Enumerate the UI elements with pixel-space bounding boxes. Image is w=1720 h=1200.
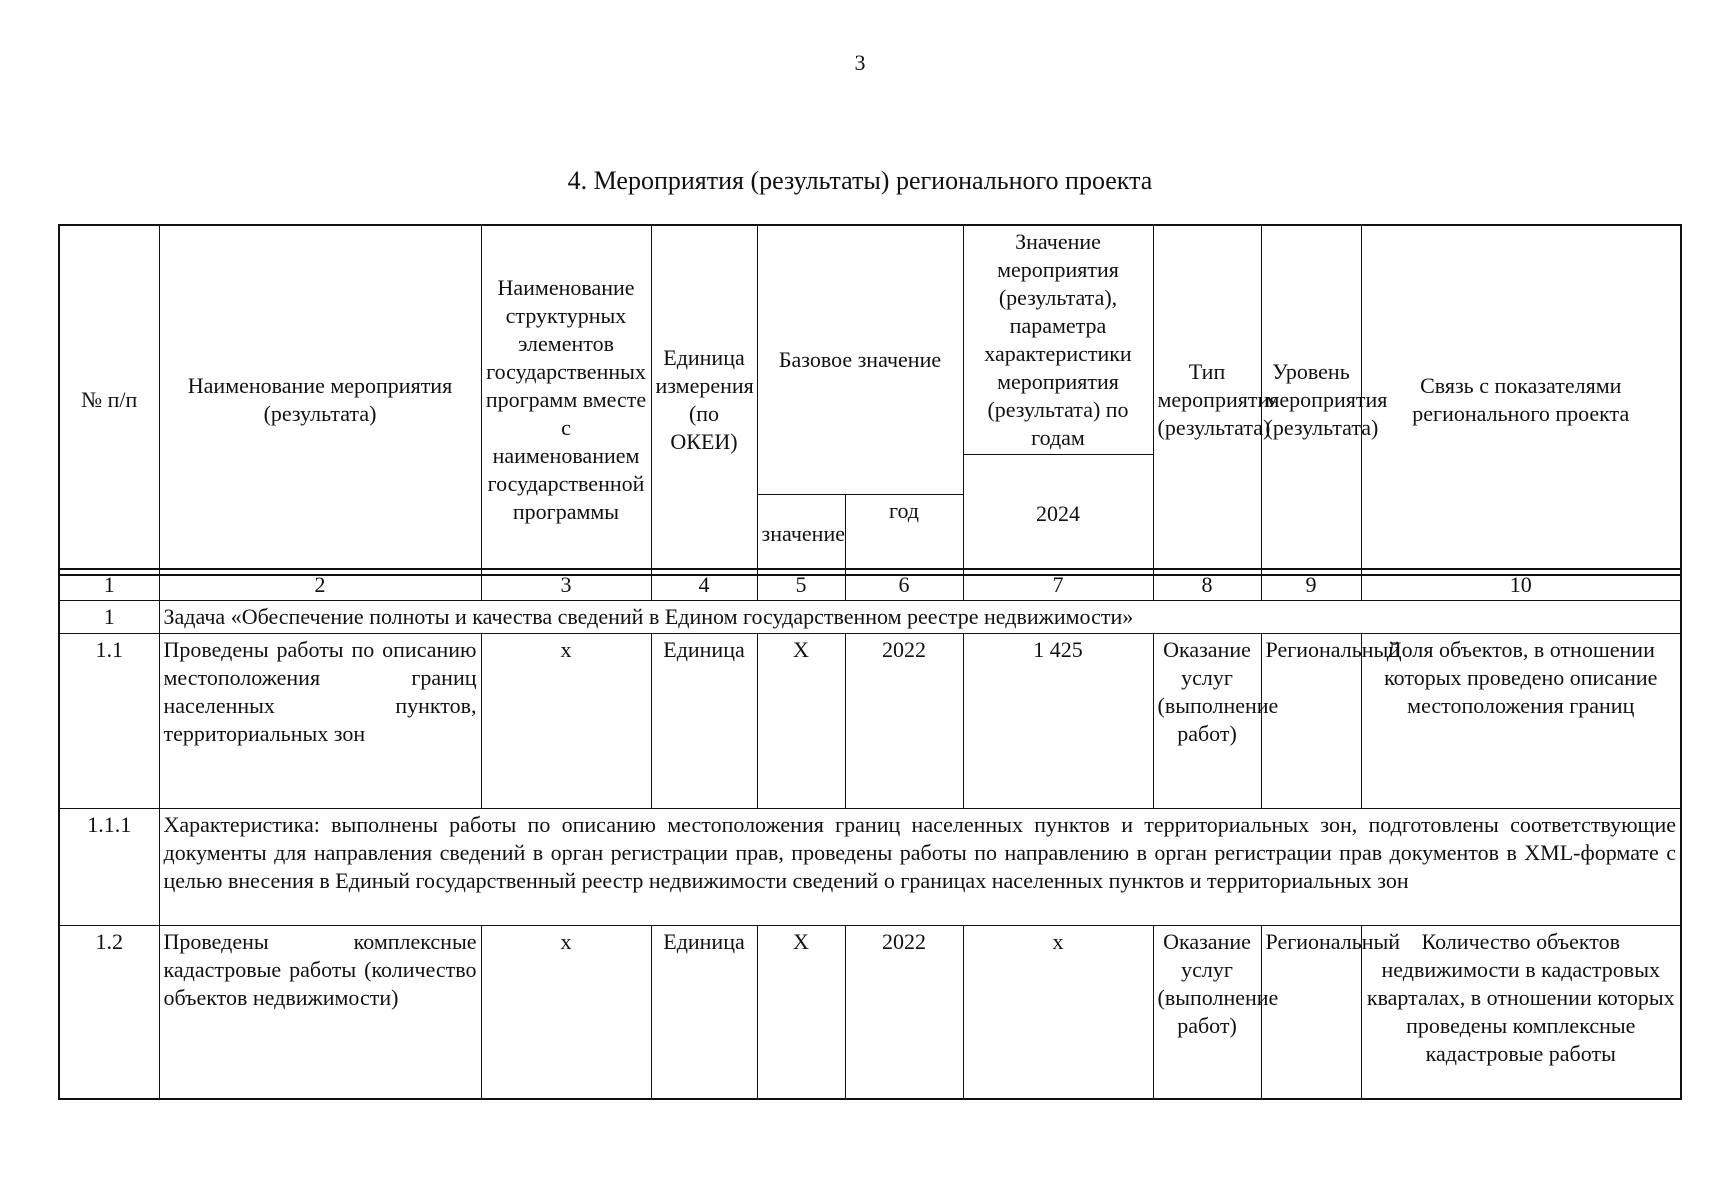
row-name: Проведены работы по описанию местоположения границ населенных пунктов, территориальных зон bbox=[159, 634, 481, 809]
row-value-2024: x bbox=[963, 926, 1153, 1100]
row-num: 1.2 bbox=[59, 926, 159, 1100]
row-structural: x bbox=[481, 634, 651, 809]
row-link: Доля объектов, в отношении которых проведено описание местоположения границ bbox=[1361, 634, 1681, 809]
row-link: Количество объектов недвижимости в кадастровых кварталах, в отношении которых проведены комплексные кадастровые работы bbox=[1361, 926, 1681, 1100]
body-table bbox=[58, 568, 1682, 1100]
column-number: 9 bbox=[1261, 569, 1361, 601]
task-row bbox=[59, 601, 1681, 634]
task-num: 1 bbox=[59, 601, 159, 634]
header-base-value: значение bbox=[757, 495, 845, 575]
row-level: Региональный bbox=[1261, 634, 1361, 809]
characteristic-row bbox=[59, 809, 1681, 926]
header-value-year: 2024 bbox=[963, 455, 1153, 575]
column-number: 1 bbox=[59, 569, 159, 601]
row-base-year: 2022 bbox=[845, 926, 963, 1100]
header-num: № п/п bbox=[59, 225, 159, 575]
header-link: Связь с показателями регионального проекта bbox=[1361, 225, 1681, 575]
header-unit: Единица измерения (по ОКЕИ) bbox=[651, 225, 757, 575]
row-unit: Единица bbox=[651, 634, 757, 809]
section-title: 4. Мероприятия (результаты) регионального проекта bbox=[567, 166, 1153, 195]
header-level: Уровень мероприятия (результата) bbox=[1261, 225, 1361, 575]
column-number: 3 bbox=[481, 569, 651, 601]
task-text: Задача «Обеспечение полноты и качества сведений в Едином государственном реестре недвижимости» bbox=[159, 601, 1681, 634]
row-unit: Единица bbox=[651, 926, 757, 1100]
table-row bbox=[59, 926, 1681, 1100]
row-base-value: X bbox=[757, 634, 845, 809]
row-type: Оказание услуг (выполнение работ) bbox=[1153, 634, 1261, 809]
page-number: 3 bbox=[854, 50, 866, 75]
row-level: Региональный bbox=[1261, 926, 1361, 1100]
column-number-row bbox=[59, 569, 1681, 601]
header-base: Базовое значение bbox=[757, 225, 963, 495]
column-number: 7 bbox=[963, 569, 1153, 601]
header-structural: Наименование структурных элементов государственных программ вместе с наименованием государственной программы bbox=[481, 225, 651, 575]
header-name: Наименование мероприятия (результата) bbox=[159, 225, 481, 575]
row-type: Оказание услуг (выполнение работ) bbox=[1153, 926, 1261, 1100]
column-number: 6 bbox=[845, 569, 963, 601]
row-structural: x bbox=[481, 926, 651, 1100]
header-table bbox=[58, 224, 1682, 576]
characteristic-text: Характеристика: выполнены работы по описанию местоположения границ населенных пунктов и территориальных зон, подготовлены соответствующие документы для направления сведений в орган регистрации прав, проведены работы по направлению в орган регистрации прав документов в XML-формате с целью внесения в Единый государственный реестр недвижимости сведений о границах населенных пунктов и территориальных зон bbox=[159, 809, 1681, 926]
column-number: 5 bbox=[757, 569, 845, 601]
row-base-year: 2022 bbox=[845, 634, 963, 809]
column-number: 10 bbox=[1361, 569, 1681, 601]
row-name: Проведены комплексные кадастровые работы (количество объектов недвижимости) bbox=[159, 926, 481, 1100]
header-base-year: год bbox=[845, 495, 963, 575]
row-base-value: X bbox=[757, 926, 845, 1100]
header-type: Тип мероприятия (результата) bbox=[1153, 225, 1261, 575]
column-number: 2 bbox=[159, 569, 481, 601]
row-value-2024: 1 425 bbox=[963, 634, 1153, 809]
column-number: 4 bbox=[651, 569, 757, 601]
row-num: 1.1 bbox=[59, 634, 159, 809]
characteristic-num: 1.1.1 bbox=[59, 809, 159, 926]
table-row bbox=[59, 634, 1681, 809]
header-value: Значение мероприятия (результата), параметра характеристики мероприятия (результата) по годам bbox=[963, 225, 1153, 455]
column-number: 8 bbox=[1153, 569, 1261, 601]
